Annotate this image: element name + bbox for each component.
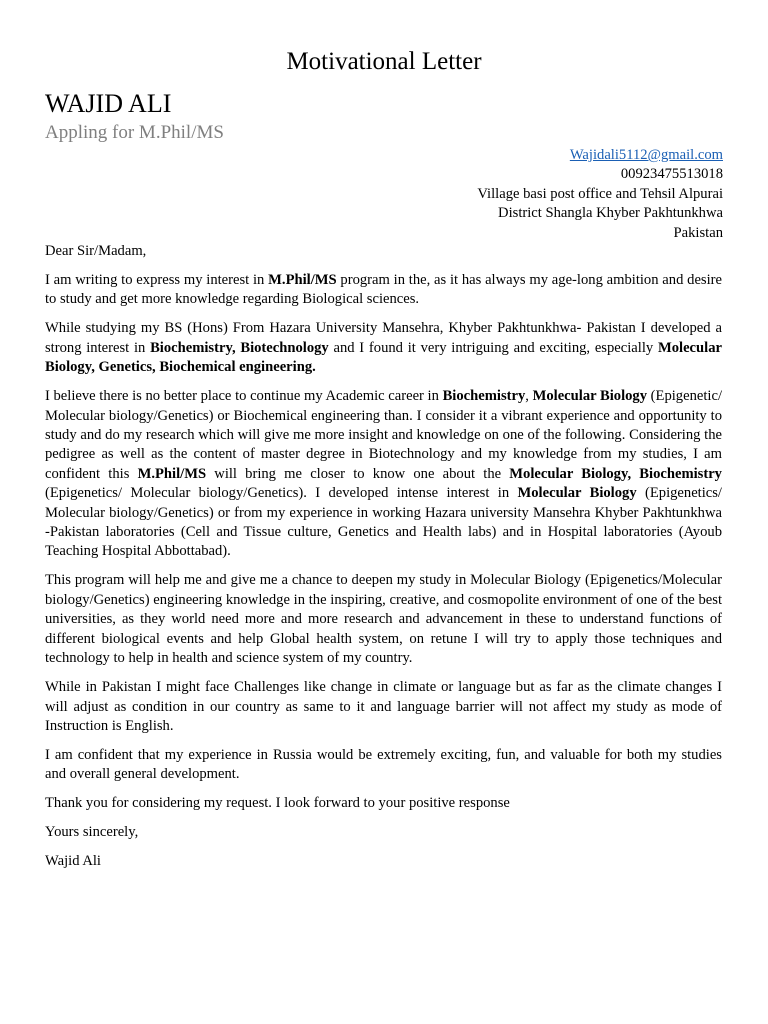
paragraph-5: While in Pakistan I might face Challenges like change in climate or language but as far as the climate changes I will adjust as condition in our country as same to it and language barrier will not affect my study as mode of Instruction is English. <box>45 679 722 734</box>
letter-body <box>45 242 722 881</box>
email-link[interactable]: Wajidali5112@gmail.com <box>569 147 723 163</box>
address-line-1: Village basi post office and Tehsil Alpurai <box>477 185 723 202</box>
address-country: Pakistan <box>673 224 723 241</box>
paragraph-1: I am writing to express my interest in M.Phil/MS program in the, as it has always my age-long ambition and desire to study and get more knowledge regarding Biological sciences. <box>45 272 722 308</box>
paragraph-6: I am confident that my experience in Russia would be extremely exciting, fun, and valuable for both my studies and overall general development. <box>45 746 722 783</box>
phone-number: 00923475513018 <box>620 166 723 183</box>
paragraph-4: This program will help me and give me a chance to deepen my study in Molecular Biology (Epigenetics/Molecular biology/Genetics) engineering knowledge in the inspiring, creative, and cosmopolite environment of one of the best universities, as they world need more and more research and advancement in these to understand functions of different biological events and help Global health system, on retune I will try to apply those techniques and technology to help in health and science system of my country. <box>45 572 722 667</box>
signature: Wajid Ali <box>45 853 101 870</box>
paragraph-7: Thank you for considering my request. I look forward to your positive response <box>45 795 510 812</box>
application-subtitle: Appling for M.Phil/MS <box>45 122 224 143</box>
applicant-name: WAJID ALI <box>45 89 172 118</box>
contact-block <box>477 146 723 243</box>
salutation: Dear Sir/Madam, <box>45 243 147 259</box>
paragraph-2: While studying my BS (Hons) From Hazara University Mansehra, Khyber Pakhtunkhwa- Pakistan I developed a strong interest in Biochemistry, Biotechnology and I found it very intriguing and exciting, especially Molecular Biology, Genetics, Biochemical engineering. <box>45 320 722 376</box>
paragraph-3: I believe there is no better place to continue my Academic career in Biochemistry, Molecular Biology (Epigenetic/ Molecular biology/Genetics) or Biochemical engineering than. I consider it a vibrant experience and opportunity to study and do my research which will give me more insight and knowledge on one of the following. Considering the pedigree as well as the content of master degree in Biotechnology and my knowledge from my studies, I am confident this M.Phil/MS will bring me closer to know one about the Molecular Biology, Biochemistry (Epigenetics/ Molecular biology/Genetics). I developed intense interest in Molecular Biology (Epigenetics/ Molecular biology/Genetics) or from my experience in working Hazara university Mansehra Khyber Pakhtunkhwa -Pakistan laboratories (Cell and Tissue culture, Genetics and Health labs) and in Hospital laboratories (Ayoub Teaching Hospital Abbottabad). <box>45 388 723 560</box>
closing: Yours sincerely, <box>45 824 139 841</box>
address-line-2: District Shangla Khyber Pakhtunkhwa <box>498 205 723 222</box>
document-title: Motivational Letter <box>286 48 482 75</box>
